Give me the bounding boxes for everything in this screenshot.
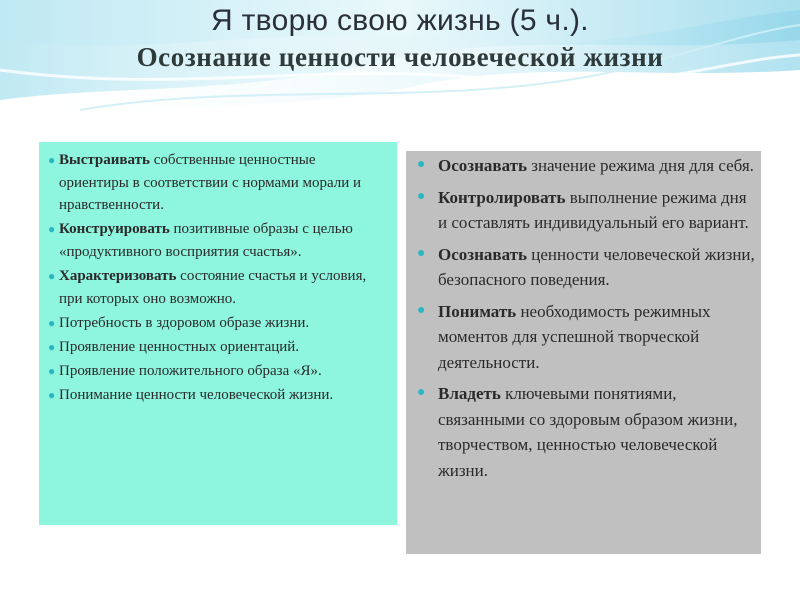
item-keyword: Понимать <box>438 301 517 321</box>
left-list <box>47 149 389 407</box>
item-keyword: Владеть <box>438 384 501 403</box>
item-text: Понимание ценности человеческой жизни. <box>59 386 334 403</box>
list-item <box>47 360 389 383</box>
bullet-dot-icon: ● <box>417 302 426 318</box>
item-text: состояние счастья и условия, при которых оно возможно. <box>59 267 367 307</box>
bullet-dot-icon: ● <box>48 363 56 378</box>
bullet-dot-icon: ● <box>417 188 426 204</box>
bullet-dot-icon: ● <box>48 222 56 237</box>
item-text: собственные ценностные ориентиры в соответствии с нормами морали и нравственности. <box>59 152 362 214</box>
list-item <box>47 312 389 335</box>
bullet-dot-icon: ● <box>417 245 426 261</box>
item-keyword: Осознавать <box>438 244 527 264</box>
list-item <box>414 242 755 293</box>
item-keyword: Контролировать <box>438 187 566 207</box>
page-title: Я творю свою жизнь (5 ч.). <box>211 4 589 37</box>
list-item <box>47 218 389 263</box>
list-item <box>414 185 755 236</box>
bullet-dot-icon: ● <box>417 385 426 400</box>
right-list <box>414 153 755 483</box>
left-panel <box>39 142 397 525</box>
item-text: значение режима дня для себя. <box>526 156 754 175</box>
list-item <box>47 149 389 217</box>
item-keyword: Характеризовать <box>59 267 177 284</box>
item-text: ключевыми понятиями, связанными со здоровым образом жизни, творчеством, ценностью человеческой жизни. <box>438 384 738 480</box>
list-item <box>47 265 389 310</box>
item-text: необходимость режимных моментов для успешной творческой деятельности. <box>438 301 711 372</box>
item-text: позитивные образы с целью «продуктивного восприятия счастья». <box>59 221 353 260</box>
bullet-dot-icon: ● <box>48 339 56 354</box>
item-text: Потребность в здоровом образе жизни. <box>59 314 310 331</box>
list-item <box>47 336 389 359</box>
right-panel <box>406 151 761 554</box>
item-text: ценности человеческой жизни, безопасного поведения. <box>438 244 755 289</box>
bullet-dot-icon: ● <box>48 268 56 283</box>
list-item <box>47 384 389 407</box>
item-keyword: Конструировать <box>59 221 170 238</box>
item-keyword: Выстраивать <box>59 152 150 168</box>
item-text: Проявление положительного образа «Я». <box>59 362 322 379</box>
list-item <box>414 381 755 483</box>
page-subtitle: Осознание ценности человеческой жизни <box>136 42 664 72</box>
item-text: выполнение режима дня и составлять индивидуальный его вариант. <box>438 187 749 232</box>
list-item <box>414 299 755 376</box>
list-item <box>414 153 755 179</box>
item-text: Проявление ценностных ориентаций. <box>59 338 300 355</box>
bullet-dot-icon: ● <box>48 387 56 402</box>
bullet-dot-icon: ● <box>48 315 56 330</box>
bullet-dot-icon: ● <box>417 157 426 172</box>
bullet-dot-icon: ● <box>48 153 56 167</box>
item-keyword: Осознавать <box>438 156 527 175</box>
